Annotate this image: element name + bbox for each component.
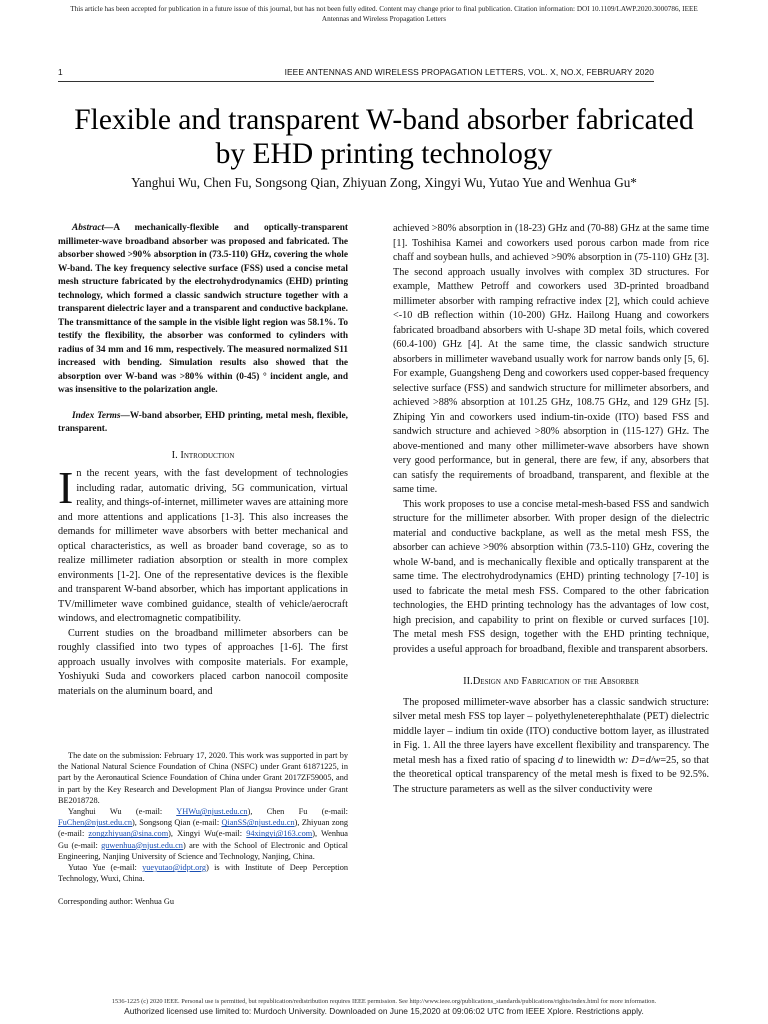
paper-title xyxy=(40,103,728,171)
running-head xyxy=(58,67,654,82)
email-link-fu[interactable]: FuChen@njust.edu.cn xyxy=(58,818,133,828)
authorized-use-footer: Authorized licensed use limited to: Murdoch University. Downloaded on June 15,2020 at 09:06:02 UTC from IEEE Xplore. Restrictions apply. xyxy=(124,1006,644,1016)
right-column xyxy=(393,222,709,797)
intro-paragraph-2: Current studies on the broadband millimeter absorbers can be roughly classified into two types of approaches [1-6]. The first approach usually involves with composite materials. For example, Yoshiyuki Suda and coworkers placed carbon nanocoil composite materials on the aluminum board, and xyxy=(58,627,348,697)
email-link-yue[interactable]: yueyutao@idpt.org xyxy=(142,863,207,873)
symbol-w: w: D=d/w xyxy=(618,754,661,766)
footnote-text: ), Wenhua Gu (e-mail: xyxy=(58,829,348,850)
section-heading-design xyxy=(393,675,709,690)
footnote-text: ), Xingyi Wu(e-mail: xyxy=(168,829,247,839)
author-list: Yanghui Wu, Chen Fu, Songsong Qian, Zhiyuan Zong, Xingyi Wu, Yutao Yue and Wenhua Gu* xyxy=(131,175,637,190)
paper-title-line1: Flexible and transparent W-band absorber fabricated xyxy=(74,104,694,136)
section-heading-introduction xyxy=(58,449,348,464)
intro-paragraph-3: This work proposes to use a concise metal-mesh-based FSS and sandwich structure for the millimeter absorber. With proper design of the dielectric material and conductive backplane, as well as the metal mesh FSS, the absorber can achieve >90% absorption within (73.5-110) GHz, covering the whole W-band, and is mechanically flexible and optically transparent at the same time. The electrohydrodynamics (EHD) printing technology [7-10] is used to fabricate the metal mesh FSS. Compared to the other fabrication technologies, the EHD printing technology has the advantages of low cost, high precision, and capability to print on flexible or curved surfaces [10]. The metal mesh FSS design, together with the EHD printing technique, provides a useful approach for broadband, flexible and transparent absorbers. xyxy=(393,498,709,655)
design-paragraph-1 xyxy=(393,696,709,798)
section-numeral: II. xyxy=(463,676,473,687)
drop-cap: I xyxy=(58,462,74,513)
symbol-d: d xyxy=(557,754,564,766)
design-text: to linewidth xyxy=(563,754,619,766)
paper-title-line2: by EHD printing technology xyxy=(215,138,553,170)
email-link-gu[interactable]: guwenhua@njust.edu.cn xyxy=(101,840,183,850)
section-title: Introduction xyxy=(180,449,235,461)
abstract-lead: Abstract xyxy=(72,223,105,233)
left-column xyxy=(58,222,348,699)
index-terms-text: —W-band absorber, EHD printing, metal mesh, flexible, transparent. xyxy=(58,410,348,434)
footnote-text: ), Chen Fu (e-mail: xyxy=(247,807,348,817)
section-title: Design and Fabrication of the Absorber xyxy=(472,676,639,687)
footnote-yue xyxy=(58,862,348,884)
abstract-text: —A mechanically-flexible and optically-transparent millimeter-wave broadband absorber was proposed and fabricated. The absorber showed >90% absorption in (73.5-110) GHz, covering the whole W-band. The key frequency selective surface (FSS) used a concise metal mesh structure fabricated by the electrohydrodynamics (EHD) printing technology, which formed a classic sandwich structure together with a transparent dielectric layer and a transparent and conductive backplane. The transmittance of the sample in the visible light region was 58.1%. To testify the flexibility, the absorber was conformed to cylinders with radius of 34 mm and 16 mm, respectively. The measured normalized S11 increased with bending. Simulation results also showed that the absorption over W-band was >80% within (0-45) ° incident angle, and was insensitive to the polarization angle. xyxy=(58,223,348,395)
index-terms xyxy=(58,410,348,437)
design-text: The proposed millimeter-wave absorber has a classic sandwich structure: silver metal mesh FSS top layer – polyethyleneterephthalate (PET) dielectric middle layer – indium tin oxide (ITO) conductive bottom layer, as illustrated in Fig. 1. All the three layers have excellent flexibility and transparency. The metal mesh has a fixed ratio of spacing xyxy=(393,696,709,766)
footnote-submission: The date on the submission: February 17, 2020. This work was supported in part by the National Natural Science Foundation of China (NSFC) under Grant 61871225, in part by the Aeronautical Science Foundation of China under Grant 2017ZF59005, and in part by the Key Research and Development Plan of Jiangsu Province under Grant BE2018728. xyxy=(58,751,348,805)
design-text: =25, so that the theoretical optical transparency of the metal mesh is fixed to be 92.5%. The structure parameters as well as the silver conductivity were xyxy=(393,754,709,795)
email-link-wu[interactable]: YHWu@njust.edu.cn xyxy=(176,807,248,817)
footnote-text: Yutao Yue (e-mail: xyxy=(68,863,143,873)
acceptance-notice-line1: This article has been accepted for publication in a future issue of this journal, but has not been fully edited. Content may change prior to final publication. Citation information: DOI 10.1109/LAWP.2020.3000786, IEEE xyxy=(70,5,698,13)
first-page-footnote xyxy=(58,750,348,908)
footnote-author-emails xyxy=(58,806,348,862)
journal-header: IEEE ANTENNAS AND WIRELESS PROPAGATION LETTERS, VOL. X, NO.X, FEBRUARY 2020 xyxy=(284,67,654,77)
abstract xyxy=(58,222,348,398)
copyright-footer: 1536-1225 (c) 2020 IEEE. Personal use is permitted, but republication/redistribution requires IEEE permission. See http://www.ieee.org/publications_standards/publications/rights/index.html for more information. xyxy=(111,998,657,1005)
footnote-text: ), Songsong Qian (e-mail: xyxy=(132,818,222,828)
intro-paragraph-1-text: n the recent years, with the fast development of technologies including radar, automatic driving, 5G communication, virtual reality, and things-of-internet, millimeter waves are attaining more and more attentions and applications [1-3]. This also increases the demands for millimeter wave absorbers with better mechanical and optical characteristics, as well as broader band coverage, so as to realize millimeter radiation absorption or stealth in more complex environments [1-2]. One of the representative devices is the flexible and transparent W-band absorber, which has important applications in TV/millimeter wave combined guidance, stealth of vehicle/aerocraft windows, and electromagnetic compatibility. xyxy=(58,468,348,624)
footnote-text: Yanghui Wu (e-mail: xyxy=(68,807,177,817)
email-link-qian[interactable]: QianSS@njust.edu.cn xyxy=(221,818,295,828)
intro-paragraph-1 xyxy=(58,462,348,627)
corresponding-author: Corresponding author: Wenhua Gu xyxy=(58,897,175,907)
footnote-text: ) is with Institute of Deep Perception Technology, Wuxi, China. xyxy=(58,863,348,884)
footnote-text: ), Zhiyuan zong (e-mail: xyxy=(58,818,348,839)
section-numeral: I. xyxy=(171,449,178,461)
email-link-zong[interactable]: zongzhiyuan@sina.com xyxy=(88,829,169,839)
acceptance-notice-line2: Antennas and Wireless Propagation Letters xyxy=(321,15,447,23)
footnote-text: ) are with the School of Electronic and Optical Engineering, Nanjing University of Science and Technology, Nanjing, China. xyxy=(58,840,348,861)
email-link-xwu[interactable]: 94xingyi@163.com xyxy=(246,829,313,839)
page-number: 1 xyxy=(58,67,63,77)
intro-paragraph-continued: achieved >80% absorption in (18-23) GHz and (70-88) GHz at the same time [1]. Toshihisa Kamei and coworkers used porous carbon made from rice chaff and soybean hulls, and achieved >90% absorption in (75-110) GHz [3]. The second approach usually involves with complex 3D structures. For example, Matthew Petroff and coworkers used 3D-printed broadband millimeter absorber with ramping refractive index [2], which could achieve <-10 dB reflection within (10-200) GHz. Hailong Huang and coworkers fabricated broadband absorbers with U-shape 3D metal foils, which covered (60.4-100) GHz [4]. At the same time, the classic sandwich structure absorbers in millimeter waveband usually work for narrow bands only [5, 6]. For example, Guangsheng Deng and coworkers used copper-based frequency selective surface (FSS) and sandwich structure for millimeter absorbers, and achieved >88% absorption at 101.25 GHz, 108.75 GHz, and 129 GHz [5]. Zhiping Yin and coworkers used indium-tin-oxide (ITO) based FSS and sandwich structure and achieved >80% absorption in (115-127) GHz. The above-mentioned and many other millimeter-wave absorbers have shown very good performance, but in general, there are few, if any, absorbers that can satisfy the requirements of broadband, transparent, and flexible at the same time. xyxy=(393,223,709,495)
index-terms-lead: Index Terms xyxy=(72,410,121,421)
acceptance-notice xyxy=(20,4,748,24)
